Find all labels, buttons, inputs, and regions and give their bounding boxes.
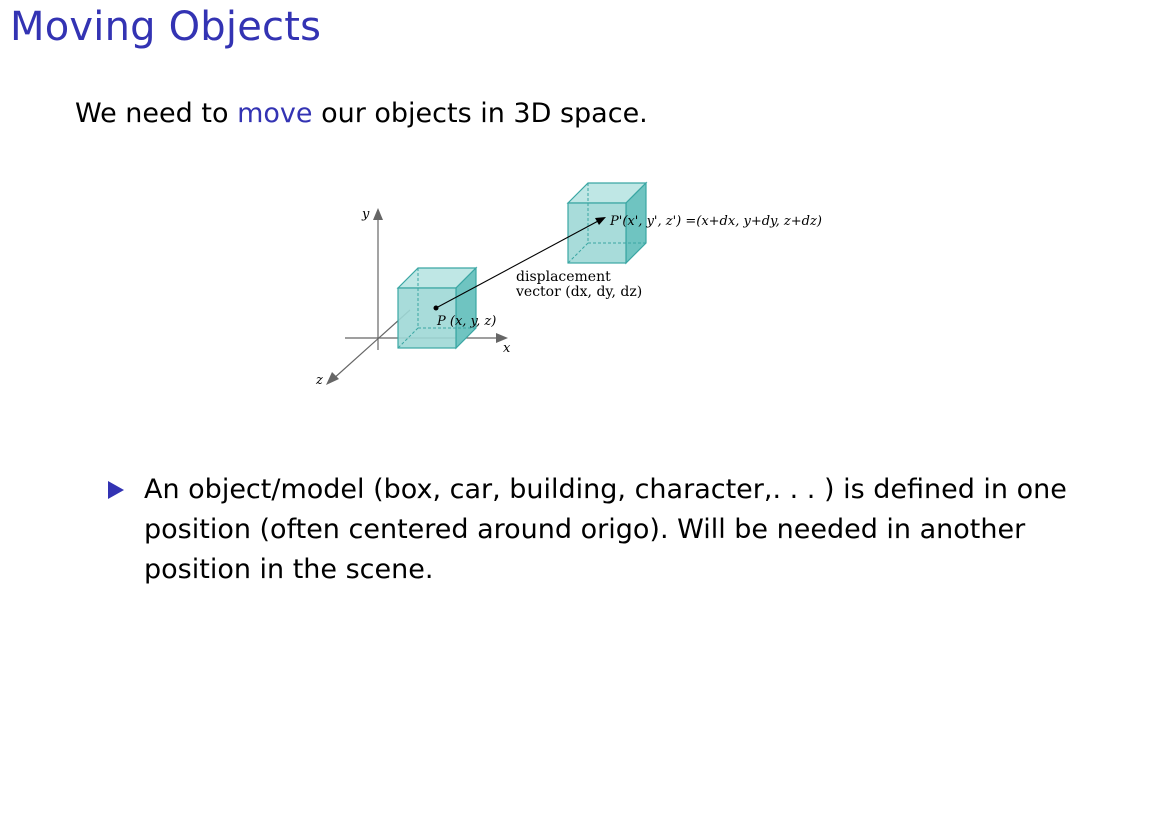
bullet-triangle-icon xyxy=(108,481,124,499)
bullet-list xyxy=(104,470,1114,590)
point-p-dot xyxy=(434,306,439,311)
z-axis-arrow xyxy=(326,372,339,385)
vector-label-line2: vector (dx, dy, dz) xyxy=(516,284,643,300)
intro-before: We need to xyxy=(75,98,238,129)
intro-text xyxy=(75,98,648,129)
vector-label-line1: displacement xyxy=(516,269,611,285)
translation-diagram xyxy=(300,170,860,400)
slide-title: Moving Objects xyxy=(10,4,322,50)
intro-highlight: move xyxy=(237,98,313,129)
y-axis-arrow xyxy=(373,208,383,220)
point-p-prime-label: P'(x', y', z') =(x+dx, y+dy, z+dz) xyxy=(610,214,822,229)
axis-z-label: z xyxy=(316,373,323,388)
bullet-text: An object/model (box, car, building, character,. . . ) is defined in one position (often centered around origo). Will be needed in another position in the scene. xyxy=(144,474,1067,585)
intro-after: our objects in 3D space. xyxy=(312,98,648,129)
bullet-item xyxy=(104,470,1114,590)
axis-x-label: x xyxy=(503,341,511,356)
axis-y-label: y xyxy=(362,207,370,222)
point-p-label: P (x, y, z) xyxy=(437,314,497,329)
